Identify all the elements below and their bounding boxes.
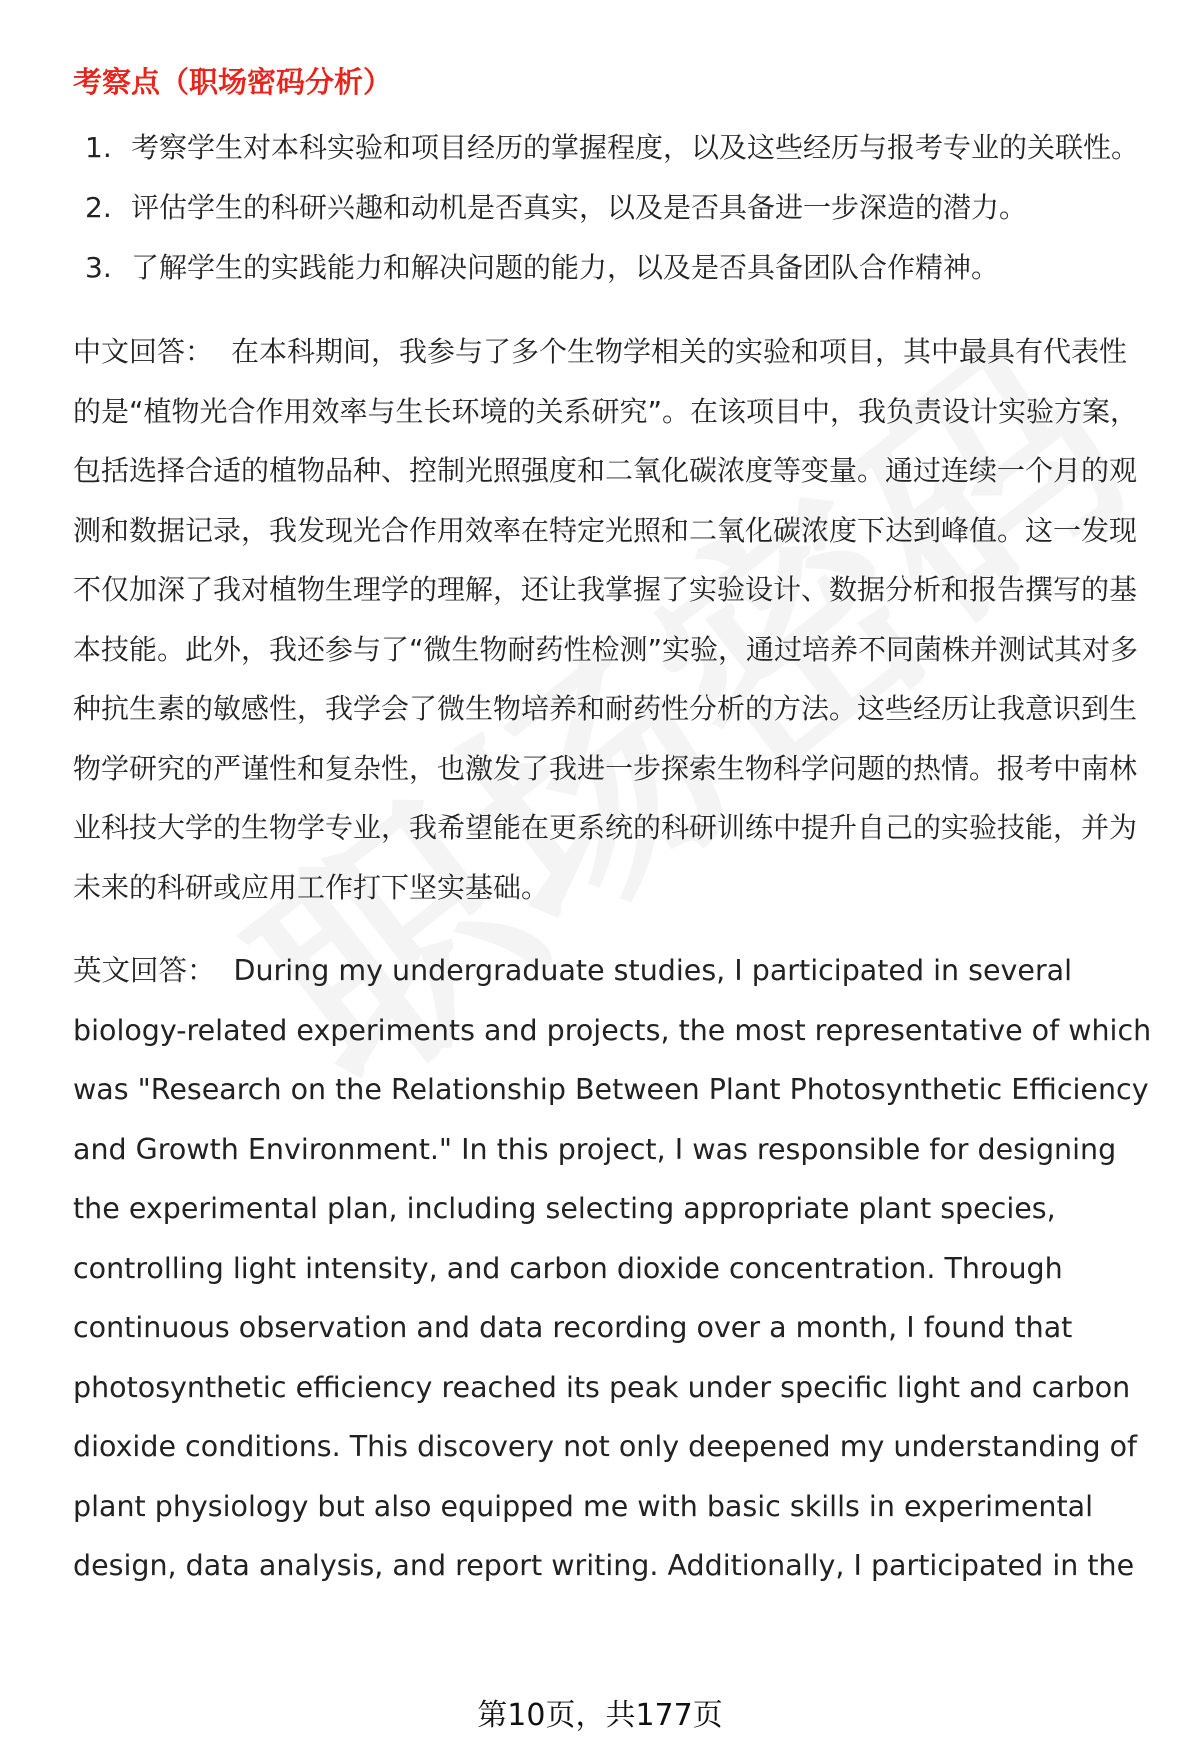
assessment-points-list (73, 118, 1153, 298)
english-answer (73, 941, 1153, 1596)
list-item-number: 1. (85, 131, 112, 164)
list-item (73, 238, 1153, 298)
list-item-number: 2. (85, 191, 112, 224)
page-content (73, 58, 1153, 1620)
chinese-answer-text: 在本科期间，我参与了多个生物学相关的实验和项目，其中最具有代表性的是“植物光合作用效率与生长环境的关系研究”。在该项目中，我负责设计实验方案，包括选择合适的植物品种、控制光照强度和二氧化碳浓度等变量。通过连续一个月的观测和数据记录，我发现光合作用效率在特定光照和二氧化碳浓度下达到峰值。这一发现不仅加深了我对植物生理学的理解，还让我掌握了实验设计、数据分析和报告撰写的基本技能。此外，我还参与了“微生物耐药性检测”实验，通过培养不同菌株并测试其对多种抗生素的敏感性，我学会了微生物培养和耐药性分析的方法。这些经历让我意识到生物学研究的严谨性和复杂性，也激发了我进一步探索生物科学问题的热情。报考中南林业科技大学的生物学专业，我希望能在更系统的科研训练中提升自己的实验技能，并为未来的科研或应用工作打下坚实基础。 (73, 335, 1139, 904)
page-number: 第10页，共177页 (477, 1698, 723, 1733)
chinese-answer (73, 322, 1153, 917)
list-item-text: 了解学生的实践能力和解决问题的能力，以及是否具备团队合作精神。 (131, 251, 1000, 284)
chinese-answer-label: 中文回答： (73, 335, 214, 368)
list-item-text: 考察学生对本科实验和项目经历的掌握程度，以及这些经历与报考专业的关联性。 (131, 131, 1140, 164)
english-answer-text: During my undergraduate studies, I participated in several biology-related experiments and projects, the most representative of which was "Research on the Relationship Between Plant Photosynthetic Efficiency and Growth Environment." In this project, I was responsible for designing the experimental plan, including selecting appropriate plant species, controlling light intensity, and carbon dioxide concentration. Through continuous observation and data recording over a month, I found that photosynthetic efficiency reached its peak under specific light and carbon dioxide conditions. This discovery not only deepened my understanding of plant physiology but also equipped me with basic skills in experimental design, data analysis, and report writing. Additionally, I participated in the (73, 954, 1152, 1582)
list-item-text: 评估学生的科研兴趣和动机是否真实，以及是否具备进一步深造的潜力。 (131, 191, 1028, 224)
list-item (73, 178, 1153, 238)
section-title: 考察点（职场密码分析） (73, 65, 393, 99)
english-answer-label: 英文回答： (73, 954, 216, 987)
list-item (73, 118, 1153, 178)
list-item-number: 3. (85, 251, 112, 284)
